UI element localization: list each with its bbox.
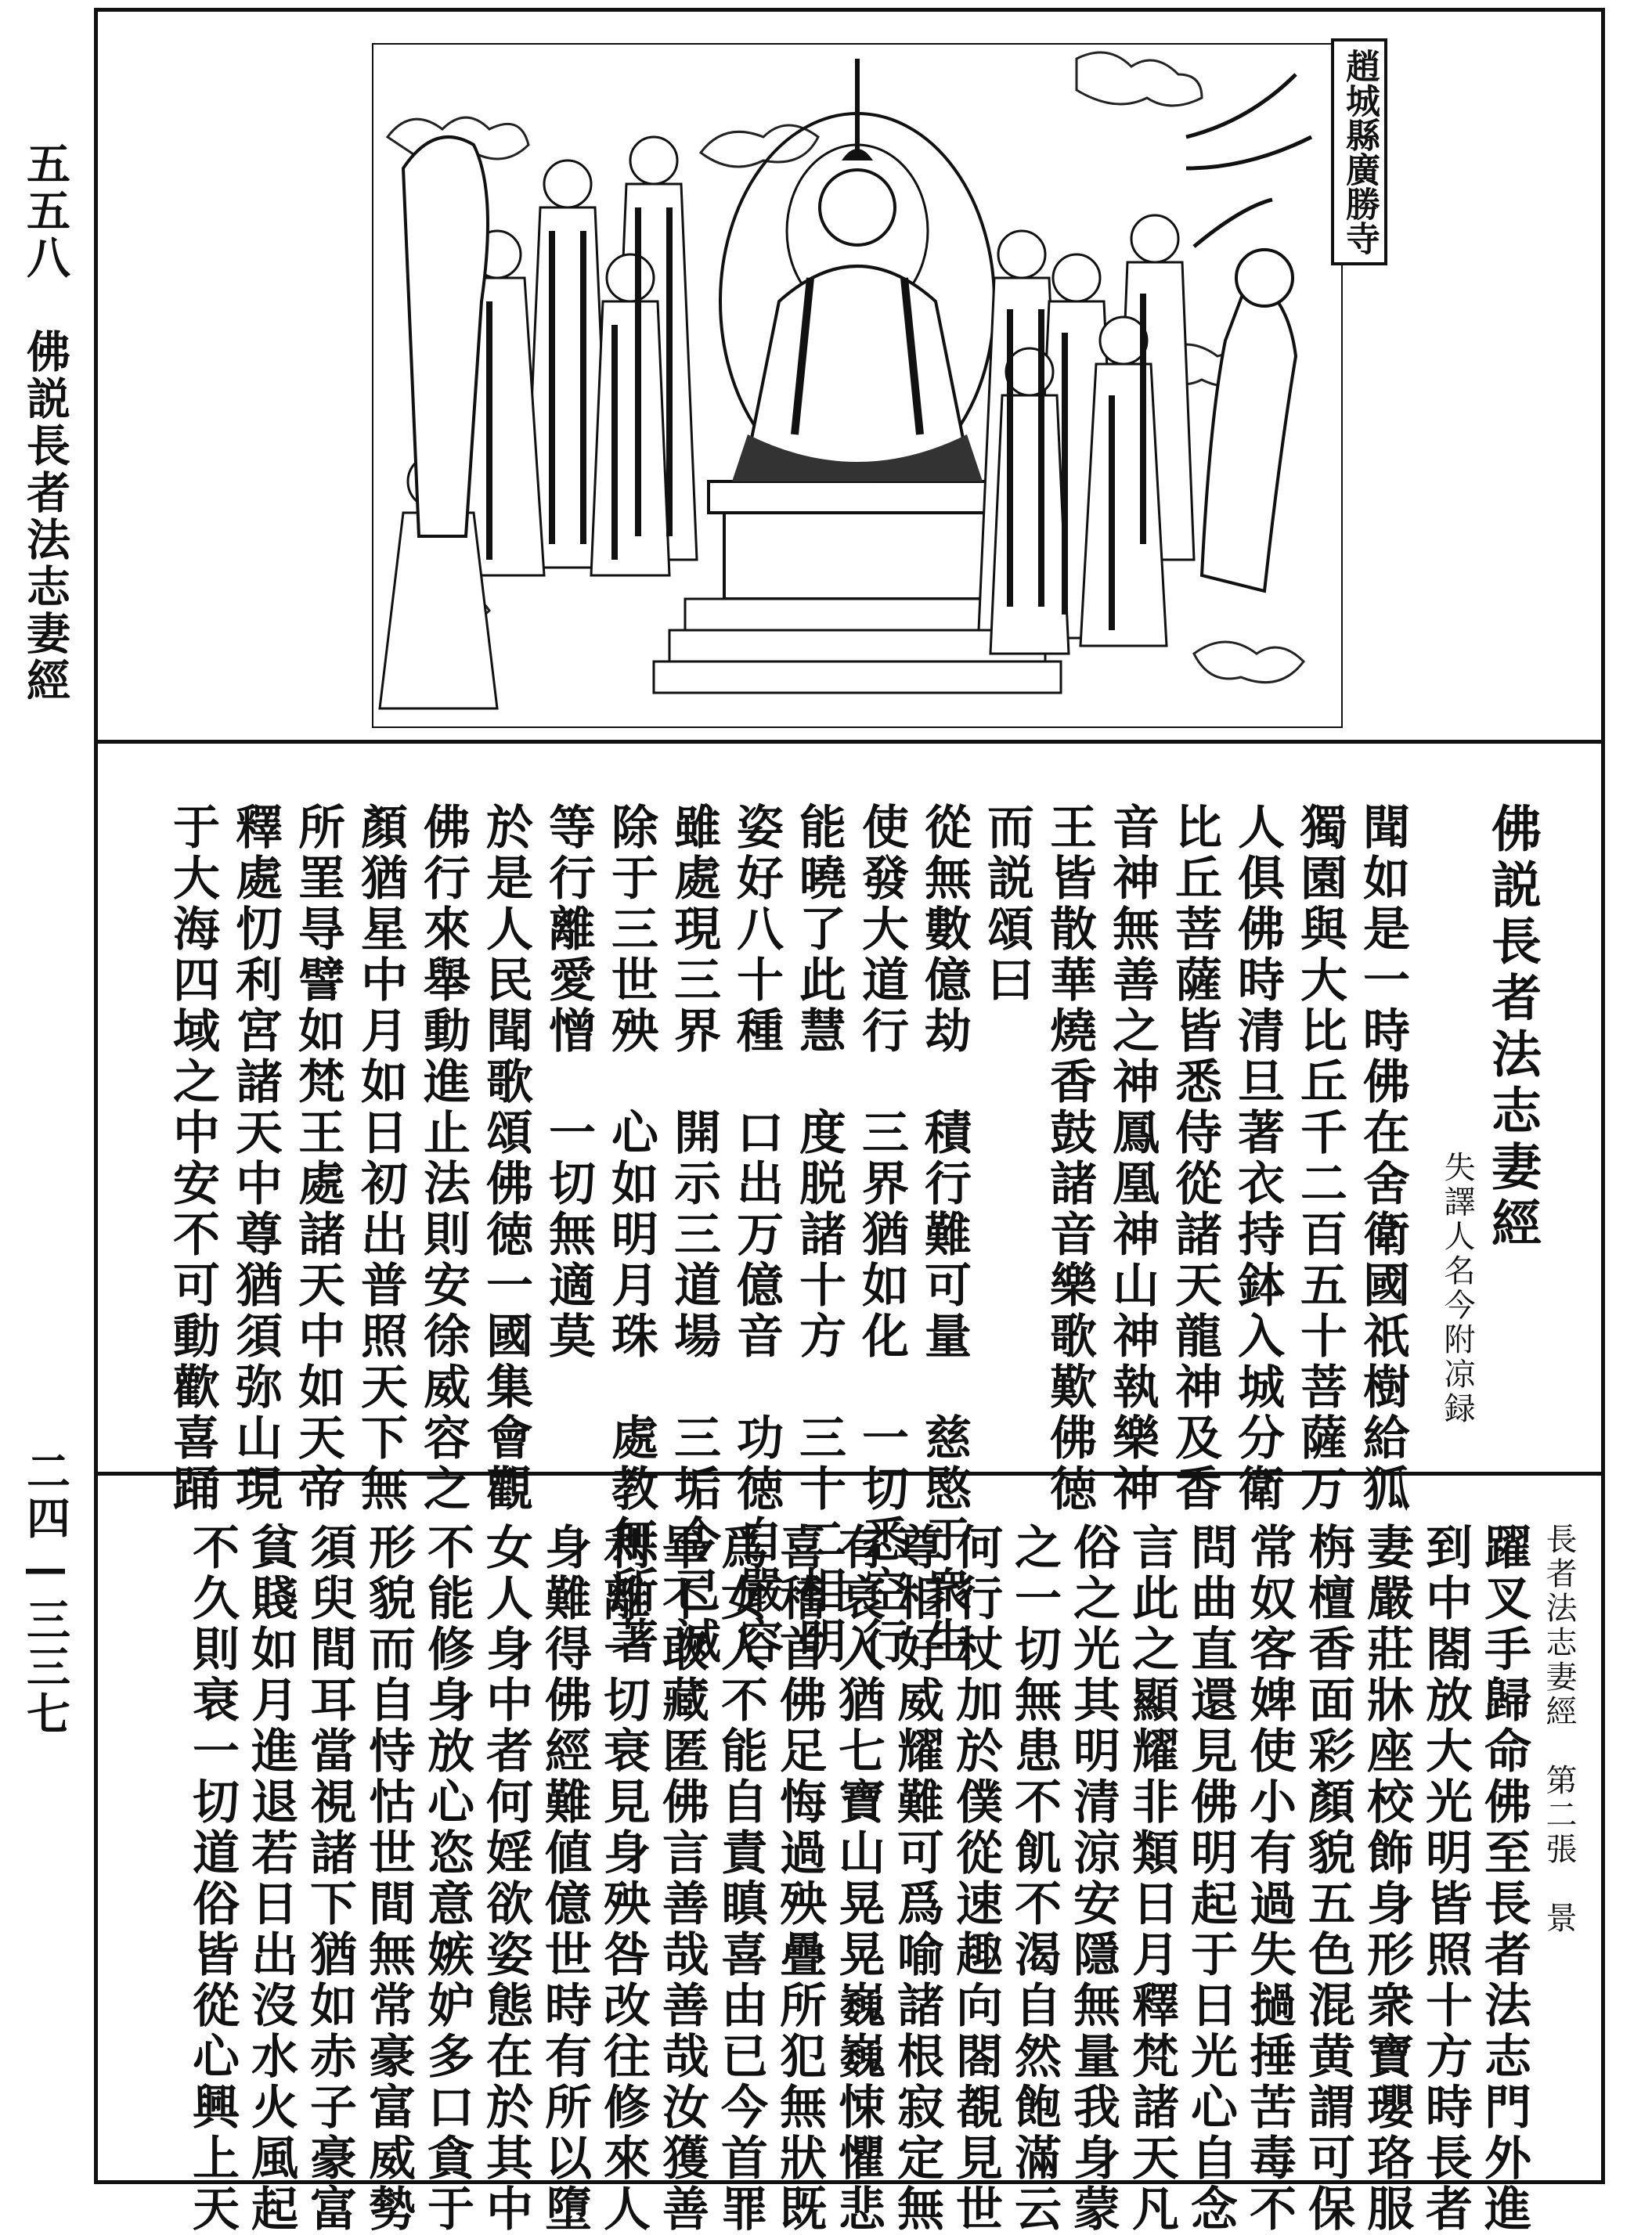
text-column: 躍叉手歸命佛至長者法志門外進 — [1477, 1523, 1531, 2235]
plate-header-note: 長者法志妻經 第二張 景 — [1541, 1523, 1577, 1936]
text-column: 釋處忉利宮諸天中尊猶須弥山現 — [228, 802, 283, 1515]
buddha-assembly-illustration-icon — [372, 43, 1343, 728]
verse-column: 姿好八十種 口出万億音 功徳自嚴容 — [729, 802, 784, 1667]
text-column: 貧賤如月進退若日出沒水火風起 — [243, 1523, 298, 2235]
text-column: 于大海四域之中安不可動歡喜踊 — [165, 802, 220, 1515]
text-column: 畢不敢藏匿佛言善哉善哉汝獲善 — [655, 1523, 709, 2235]
text-column: 而説頌曰 — [979, 802, 1034, 1006]
text-column: 喜稽首佛足悔過殃疊所犯無狀既 — [772, 1523, 827, 2235]
verse-column: 等行離愛憎 一切無適莫 — [541, 802, 596, 1362]
verse-column: 能曉了此慧 度脱諸十方 三十二相明 — [792, 802, 846, 1667]
text-column: 不久則衰一切道俗皆從心興上天 — [185, 1523, 240, 2235]
text-column: 有衰入猶七寶山晃晃巍巍悚懼悲 — [831, 1523, 886, 2235]
translator-note: 失譯人名今附凉録 — [1439, 1151, 1475, 1426]
text-column: 俗之光其明清涼安隱無量我身蒙 — [1066, 1523, 1120, 2235]
verse-column: 從無數億劫 積行難可量 慈愍于衆生 — [917, 802, 972, 1667]
margin-page-number: 二四—三三七 — [20, 1448, 71, 1738]
page-frame — [94, 8, 1605, 2235]
text-column: 須臾間耳當視諸下猶如赤子豪富 — [302, 1523, 357, 2235]
text-column: 身難得佛經難値億世時有所以墮 — [537, 1523, 592, 2235]
text-column: 利離一切衰見身殃咎改往修來人 — [596, 1523, 651, 2235]
text-column: 問曲直還見佛明起于日光心自念 — [1183, 1523, 1238, 2235]
text-column: 顏猶星中月如日初出普照天下無 — [353, 802, 408, 1515]
text-column: 聞如是一時佛在舍衛國祇樹給狐 — [1355, 802, 1410, 1515]
text-column: 常奴客婢使小有過失撾捶苦毒不 — [1242, 1523, 1297, 2235]
text-column: 爲女人不能自責瞋喜由已今首罪 — [713, 1523, 768, 2235]
text-column: 之一切無患不飢不渴自然飽滿云 — [1007, 1523, 1062, 2235]
text-column: 王皆散華燒香鼓諸音樂歌歎佛徳 — [1042, 802, 1097, 1515]
text-panel-1 — [98, 744, 1601, 1667]
text-column: 所罣㝵譬如梵王處諸天中如天帝 — [290, 802, 345, 1515]
text-column: 音神無善之神鳳凰神山神執樂神 — [1105, 802, 1160, 1515]
sutra-title: 佛説長者法志妻經 — [1483, 802, 1542, 1253]
margin-sutra-title: 五五八 佛説長者法志妻經 — [20, 141, 71, 705]
text-column: 獨園與大比丘千二百五十菩薩万 — [1293, 802, 1347, 1515]
text-column: 妻嚴莊牀座校飾身形衆寶瓔珞服 — [1359, 1523, 1414, 2235]
verse-column: 除于三世殃 心如明月珠 處教無所著 — [604, 802, 658, 1667]
verse-column: 使發大道行 三界猶如化 一切悉空行 — [854, 802, 909, 1667]
text-column: 到中閤放大光明皆照十方時長者 — [1418, 1523, 1473, 2235]
text-column: 女人身中者何婬欲姿態在於其中 — [478, 1523, 533, 2235]
text-column: 於是人民聞歌頌佛徳一國集會觀 — [478, 802, 533, 1515]
text-column: 比丘菩薩皆悉侍從諸天龍神及香 — [1167, 802, 1222, 1515]
text-panel-2 — [98, 1476, 1601, 2235]
verse-column: 雖處現三界 開示三道場 三垢今已滅 — [666, 802, 721, 1667]
text-column: 人俱佛時清旦著衣持鉢入城分衛 — [1230, 802, 1285, 1515]
text-column: 言此之顯耀非類日月釋梵諸天凡 — [1124, 1523, 1179, 2235]
temple-plate-label: 趙城縣廣勝寺 — [1331, 38, 1387, 265]
illustration-panel — [98, 12, 1601, 744]
text-column: 尊相好威耀難可爲喻諸根寂定無 — [889, 1523, 944, 2235]
text-column: 形貌而自恃怙世間無常豪富威勢 — [361, 1523, 416, 2235]
text-column: 不能修身放心恣意嫉妒多口貪于 — [420, 1523, 474, 2235]
text-column: 佛行來舉動進止法則安徐威容之 — [416, 802, 471, 1515]
text-column: 何行杖加於僕從速趣向閤覩見世 — [948, 1523, 1003, 2235]
text-column: 栴檀香面彩顏貌五色混黄謂可保 — [1300, 1523, 1355, 2235]
